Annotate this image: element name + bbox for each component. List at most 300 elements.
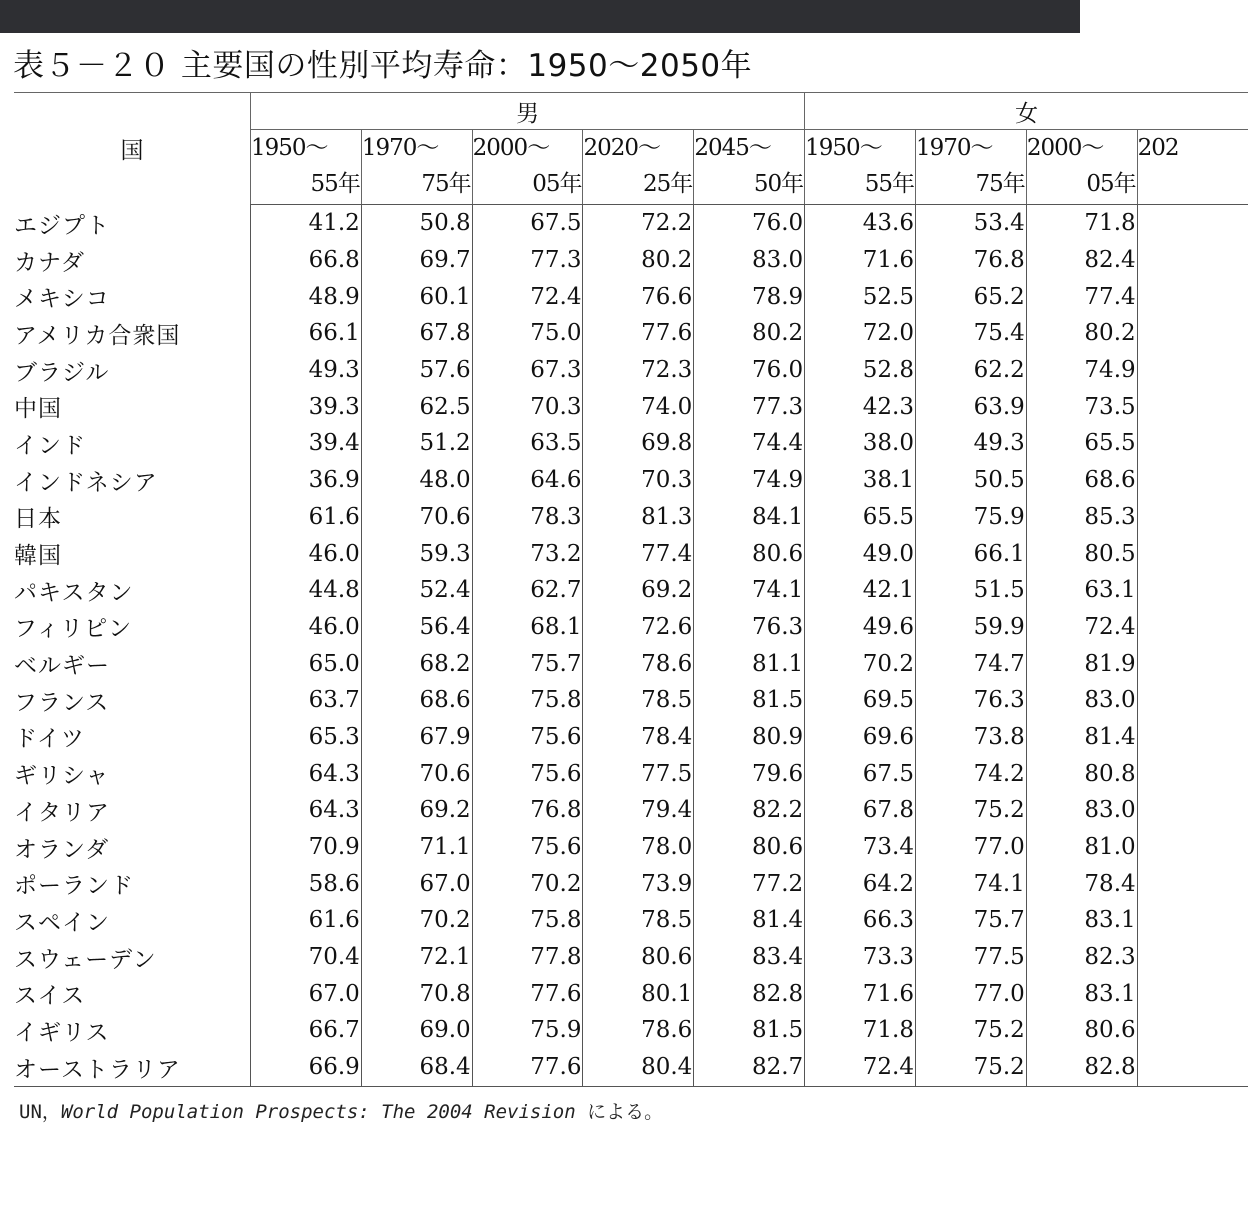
value-cell: 74.2	[915, 755, 1026, 792]
period-header	[1026, 130, 1137, 205]
source-publication: World Population Prospects: The 2004 Revision	[60, 1101, 576, 1123]
value-cell: 73.9	[583, 865, 694, 902]
table-row	[14, 755, 1248, 792]
value-cell: 81.1	[694, 645, 805, 682]
table-row	[14, 975, 1248, 1012]
value-cell: 57.6	[361, 352, 472, 389]
value-cell: 75.9	[472, 1012, 583, 1049]
table-row	[14, 462, 1248, 499]
table-body	[14, 205, 1248, 1087]
value-cell: 65.3	[251, 719, 362, 756]
value-cell	[1137, 829, 1248, 866]
value-cell: 69.0	[361, 1012, 472, 1049]
country-name: スウェーデン	[14, 946, 157, 973]
value-cell: 81.3	[583, 499, 694, 536]
value-cell: 81.5	[694, 1012, 805, 1049]
value-cell: 74.1	[694, 572, 805, 609]
value-cell: 49.0	[805, 535, 916, 572]
value-cell: 60.1	[361, 278, 472, 315]
value-cell: 49.6	[805, 609, 916, 646]
value-cell: 77.5	[915, 939, 1026, 976]
value-cell: 80.6	[694, 829, 805, 866]
value-cell: 75.7	[915, 902, 1026, 939]
table-row	[14, 645, 1248, 682]
value-cell: 76.8	[472, 792, 583, 829]
value-cell: 78.5	[583, 682, 694, 719]
value-cell: 76.3	[694, 609, 805, 646]
table-row	[14, 278, 1248, 315]
value-cell: 68.6	[361, 682, 472, 719]
value-cell: 70.2	[472, 865, 583, 902]
value-cell: 77.8	[472, 939, 583, 976]
country-name: ドイツ	[14, 726, 85, 753]
value-cell: 77.5	[583, 755, 694, 792]
value-cell: 80.2	[694, 315, 805, 352]
value-cell: 76.3	[915, 682, 1026, 719]
value-cell: 71.6	[805, 975, 916, 1012]
value-cell: 75.2	[915, 792, 1026, 829]
period-start: 1970～	[361, 135, 439, 161]
value-cell: 69.2	[361, 792, 472, 829]
value-cell: 73.4	[805, 829, 916, 866]
value-cell: 70.3	[583, 462, 694, 499]
value-cell: 83.0	[694, 242, 805, 279]
value-cell: 73.8	[915, 719, 1026, 756]
value-cell: 63.1	[1026, 572, 1137, 609]
value-cell: 70.2	[805, 645, 916, 682]
table-row	[14, 902, 1248, 939]
value-cell: 82.4	[1026, 242, 1137, 279]
value-cell: 58.6	[251, 865, 362, 902]
value-cell: 81.5	[694, 682, 805, 719]
country-name: フィリピン	[14, 616, 133, 643]
country-name: カナダ	[14, 249, 85, 276]
value-cell: 82.2	[694, 792, 805, 829]
country-name: イタリア	[14, 799, 110, 826]
value-cell: 77.0	[915, 829, 1026, 866]
value-cell: 69.5	[805, 682, 916, 719]
value-cell: 83.0	[1026, 792, 1137, 829]
country-name: メキシコ	[14, 286, 110, 313]
period-end: 75年	[421, 171, 471, 197]
value-cell: 80.2	[1026, 315, 1137, 352]
table-row	[14, 425, 1248, 462]
value-cell: 83.1	[1026, 902, 1137, 939]
value-cell	[1137, 682, 1248, 719]
value-cell: 82.3	[1026, 939, 1137, 976]
value-cell: 63.7	[251, 682, 362, 719]
table-row	[14, 719, 1248, 756]
country-name: フランス	[14, 689, 110, 716]
value-cell: 78.3	[472, 499, 583, 536]
table-row	[14, 939, 1248, 976]
value-cell: 62.5	[361, 388, 472, 425]
value-cell: 72.6	[583, 609, 694, 646]
value-cell: 67.5	[805, 755, 916, 792]
value-cell: 66.7	[251, 1012, 362, 1049]
country-name: オーストラリア	[14, 1049, 251, 1086]
value-cell: 67.3	[472, 352, 583, 389]
value-cell	[1137, 902, 1248, 939]
value-cell: 76.0	[694, 352, 805, 389]
value-cell: 66.8	[251, 242, 362, 279]
value-cell: 51.5	[915, 572, 1026, 609]
period-end: 25年	[643, 171, 693, 197]
value-cell: 67.0	[251, 975, 362, 1012]
value-cell: 42.1	[805, 572, 916, 609]
value-cell	[1137, 975, 1248, 1012]
value-cell: 75.2	[915, 1049, 1026, 1086]
value-cell: 84.1	[694, 499, 805, 536]
value-cell: 76.0	[694, 205, 805, 242]
value-cell: 65.5	[1026, 425, 1137, 462]
value-cell: 48.9	[251, 278, 362, 315]
value-cell: 65.0	[251, 645, 362, 682]
value-cell: 66.9	[251, 1049, 362, 1086]
value-cell: 51.2	[361, 425, 472, 462]
value-cell: 64.3	[251, 755, 362, 792]
value-cell	[1137, 352, 1248, 389]
table-row	[14, 242, 1248, 279]
value-cell: 80.9	[694, 719, 805, 756]
value-cell: 71.8	[1026, 205, 1137, 242]
value-cell: 39.3	[251, 388, 362, 425]
period-end: 05年	[1086, 171, 1136, 197]
value-cell: 72.3	[583, 352, 694, 389]
country-name: 韓国	[14, 543, 62, 570]
value-cell: 78.4	[583, 719, 694, 756]
value-cell: 49.3	[251, 352, 362, 389]
value-cell	[1137, 388, 1248, 425]
value-cell: 65.5	[805, 499, 916, 536]
table-row	[14, 792, 1248, 829]
value-cell: 85.3	[1026, 499, 1137, 536]
value-cell	[1137, 755, 1248, 792]
value-cell: 62.7	[472, 572, 583, 609]
table-row	[14, 829, 1248, 866]
table-row	[14, 682, 1248, 719]
value-cell: 65.2	[915, 278, 1026, 315]
country-name: イギリス	[14, 1019, 110, 1046]
value-cell: 77.0	[915, 975, 1026, 1012]
value-cell: 80.2	[583, 242, 694, 279]
value-cell: 70.6	[361, 499, 472, 536]
value-cell	[1137, 425, 1248, 462]
value-cell: 68.4	[361, 1049, 472, 1086]
value-cell: 74.9	[1026, 352, 1137, 389]
country-name: エジプト	[14, 212, 110, 239]
period-start: 202	[1137, 135, 1179, 161]
value-cell: 74.0	[583, 388, 694, 425]
value-cell	[1137, 499, 1248, 536]
value-cell: 71.1	[361, 829, 472, 866]
value-cell: 80.6	[1026, 1012, 1137, 1049]
value-cell: 77.4	[1026, 278, 1137, 315]
value-cell: 70.2	[361, 902, 472, 939]
value-cell: 70.6	[361, 755, 472, 792]
value-cell: 52.5	[805, 278, 916, 315]
value-cell: 77.3	[694, 388, 805, 425]
table-row	[14, 535, 1248, 572]
value-cell: 78.5	[583, 902, 694, 939]
value-cell: 75.6	[472, 719, 583, 756]
value-cell: 67.0	[361, 865, 472, 902]
table-row	[14, 1049, 1248, 1086]
country-name: オランダ	[14, 836, 110, 863]
table-row	[14, 609, 1248, 646]
source-suffix: による。	[575, 1101, 664, 1123]
value-cell: 67.9	[361, 719, 472, 756]
country-name: インドネシア	[14, 469, 158, 496]
value-cell: 46.0	[251, 535, 362, 572]
value-cell: 61.6	[251, 902, 362, 939]
value-cell: 82.8	[694, 975, 805, 1012]
value-cell: 39.4	[251, 425, 362, 462]
table-title: 表５－２０ 主要国の性別平均寿命：1950～2050年	[13, 48, 753, 84]
country-column-header: 国	[14, 93, 251, 205]
value-cell: 77.2	[694, 865, 805, 902]
value-cell	[1137, 572, 1248, 609]
value-cell: 80.1	[583, 975, 694, 1012]
value-cell: 63.9	[915, 388, 1026, 425]
source-prefix: UN，	[19, 1101, 61, 1123]
value-cell: 67.8	[805, 792, 916, 829]
value-cell: 53.4	[915, 205, 1026, 242]
value-cell: 41.2	[251, 205, 362, 242]
value-cell: 66.3	[805, 902, 916, 939]
value-cell: 74.9	[694, 462, 805, 499]
value-cell: 68.2	[361, 645, 472, 682]
value-cell: 81.0	[1026, 829, 1137, 866]
value-cell: 43.6	[805, 205, 916, 242]
top-app-bar	[0, 0, 1080, 33]
value-cell: 36.9	[251, 462, 362, 499]
value-cell: 81.4	[1026, 719, 1137, 756]
value-cell: 80.8	[1026, 755, 1137, 792]
country-name: インド	[14, 432, 86, 459]
value-cell: 50.8	[361, 205, 472, 242]
value-cell: 61.6	[251, 499, 362, 536]
value-cell: 48.0	[361, 462, 472, 499]
value-cell: 64.6	[472, 462, 583, 499]
value-cell: 83.0	[1026, 682, 1137, 719]
country-name: ベルギー	[14, 653, 110, 680]
value-cell: 83.1	[1026, 975, 1137, 1012]
value-cell: 64.3	[251, 792, 362, 829]
value-cell: 75.8	[472, 902, 583, 939]
country-name: パキスタン	[14, 579, 134, 606]
value-cell: 72.2	[583, 205, 694, 242]
value-cell: 77.6	[472, 1049, 583, 1086]
value-cell: 77.6	[583, 315, 694, 352]
period-end: 55年	[864, 171, 914, 197]
value-cell: 80.6	[583, 939, 694, 976]
value-cell: 80.4	[583, 1049, 694, 1086]
value-cell: 75.7	[472, 645, 583, 682]
value-cell: 70.9	[251, 829, 362, 866]
country-name: 中国	[14, 396, 62, 423]
period-start: 2045～	[694, 135, 771, 161]
value-cell: 70.8	[361, 975, 472, 1012]
value-cell	[1137, 242, 1248, 279]
period-header	[472, 130, 583, 205]
value-cell: 76.6	[583, 278, 694, 315]
value-cell: 78.6	[583, 645, 694, 682]
value-cell: 67.8	[361, 315, 472, 352]
value-cell	[1137, 462, 1248, 499]
table-row	[14, 315, 1248, 352]
value-cell: 50.5	[915, 462, 1026, 499]
table-row	[14, 352, 1248, 389]
value-cell: 56.4	[361, 609, 472, 646]
value-cell: 82.7	[694, 1049, 805, 1086]
female-group-header: 女	[805, 93, 1248, 130]
source-note	[19, 1097, 663, 1124]
period-end: 05年	[532, 171, 582, 197]
value-cell: 69.2	[583, 572, 694, 609]
period-header	[805, 130, 916, 205]
value-cell: 64.2	[805, 865, 916, 902]
value-cell	[1137, 535, 1248, 572]
value-cell: 82.8	[1026, 1049, 1137, 1086]
value-cell: 73.2	[472, 535, 583, 572]
value-cell: 75.8	[472, 682, 583, 719]
value-cell: 70.3	[472, 388, 583, 425]
value-cell: 71.8	[805, 1012, 916, 1049]
value-cell: 69.6	[805, 719, 916, 756]
value-cell: 59.9	[915, 609, 1026, 646]
period-end: 55年	[310, 171, 360, 197]
value-cell: 75.2	[915, 1012, 1026, 1049]
value-cell: 77.3	[472, 242, 583, 279]
value-cell: 73.5	[1026, 388, 1137, 425]
country-name: ブラジル	[14, 359, 110, 386]
period-start: 1970～	[915, 135, 993, 161]
value-cell: 74.7	[915, 645, 1026, 682]
period-header	[583, 130, 694, 205]
value-cell: 66.1	[251, 315, 362, 352]
value-cell: 72.0	[805, 315, 916, 352]
value-cell	[1137, 865, 1248, 902]
value-cell: 80.6	[694, 535, 805, 572]
value-cell	[1137, 645, 1248, 682]
value-cell: 75.4	[915, 315, 1026, 352]
period-header	[1137, 130, 1248, 205]
period-start: 2000～	[472, 135, 550, 161]
value-cell: 80.5	[1026, 535, 1137, 572]
country-name: ギリシャ	[14, 763, 110, 790]
value-cell: 75.6	[472, 829, 583, 866]
value-cell: 69.7	[361, 242, 472, 279]
value-cell: 46.0	[251, 609, 362, 646]
male-group-header: 男	[251, 93, 805, 130]
value-cell: 77.4	[583, 535, 694, 572]
value-cell: 74.4	[694, 425, 805, 462]
value-cell: 71.6	[805, 242, 916, 279]
value-cell: 38.0	[805, 425, 916, 462]
country-name: アメリカ合衆国	[14, 322, 181, 349]
value-cell	[1137, 792, 1248, 829]
period-start: 1950～	[805, 135, 882, 161]
table-row	[14, 205, 1248, 242]
period-start: 2000～	[1026, 135, 1104, 161]
value-cell: 72.4	[1026, 609, 1137, 646]
table-row	[14, 499, 1248, 536]
value-cell: 42.3	[805, 388, 916, 425]
value-cell: 81.4	[694, 902, 805, 939]
value-cell: 74.1	[915, 865, 1026, 902]
value-cell: 75.9	[915, 499, 1026, 536]
value-cell: 68.1	[472, 609, 583, 646]
period-start: 2020～	[583, 135, 661, 161]
table-row	[14, 1012, 1248, 1049]
value-cell: 78.6	[583, 1012, 694, 1049]
value-cell: 73.3	[805, 939, 916, 976]
value-cell: 75.6	[472, 755, 583, 792]
value-cell: 59.3	[361, 535, 472, 572]
period-header	[915, 130, 1026, 205]
table-row	[14, 865, 1248, 902]
value-cell: 83.4	[694, 939, 805, 976]
table-row	[14, 572, 1248, 609]
value-cell: 38.1	[805, 462, 916, 499]
value-cell: 78.0	[583, 829, 694, 866]
value-cell: 49.3	[915, 425, 1026, 462]
value-cell	[1137, 315, 1248, 352]
period-header	[694, 130, 805, 205]
value-cell	[1137, 205, 1248, 242]
country-name: スイス	[14, 983, 86, 1010]
life-expectancy-table	[14, 92, 1248, 1087]
value-cell: 78.9	[694, 278, 805, 315]
value-cell: 44.8	[251, 572, 362, 609]
value-cell: 70.4	[251, 939, 362, 976]
period-end: 50年	[753, 171, 804, 197]
value-cell	[1137, 719, 1248, 756]
value-cell: 77.6	[472, 975, 583, 1012]
value-cell: 52.8	[805, 352, 916, 389]
value-cell: 66.1	[915, 535, 1026, 572]
period-header	[251, 130, 362, 205]
value-cell: 72.1	[361, 939, 472, 976]
country-name: スペイン	[14, 909, 110, 936]
value-cell: 62.2	[915, 352, 1026, 389]
value-cell	[1137, 278, 1248, 315]
life-expectancy-table-container	[14, 92, 1179, 1083]
value-cell: 76.8	[915, 242, 1026, 279]
value-cell: 72.4	[805, 1049, 916, 1086]
period-header	[361, 130, 472, 205]
table-row	[14, 388, 1248, 425]
period-start: 1950～	[251, 135, 328, 161]
value-cell: 63.5	[472, 425, 583, 462]
period-end: 75年	[975, 171, 1025, 197]
value-cell	[1137, 1049, 1248, 1086]
value-cell: 81.9	[1026, 645, 1137, 682]
value-cell: 75.0	[472, 315, 583, 352]
value-cell: 69.8	[583, 425, 694, 462]
country-name: 日本	[14, 506, 62, 533]
value-cell: 78.4	[1026, 865, 1137, 902]
value-cell	[1137, 1012, 1248, 1049]
value-cell	[1137, 609, 1248, 646]
value-cell: 72.4	[472, 278, 583, 315]
country-name: ポーランド	[14, 873, 134, 900]
value-cell: 79.6	[694, 755, 805, 792]
value-cell: 52.4	[361, 572, 472, 609]
value-cell: 67.5	[472, 205, 583, 242]
value-cell: 68.6	[1026, 462, 1137, 499]
